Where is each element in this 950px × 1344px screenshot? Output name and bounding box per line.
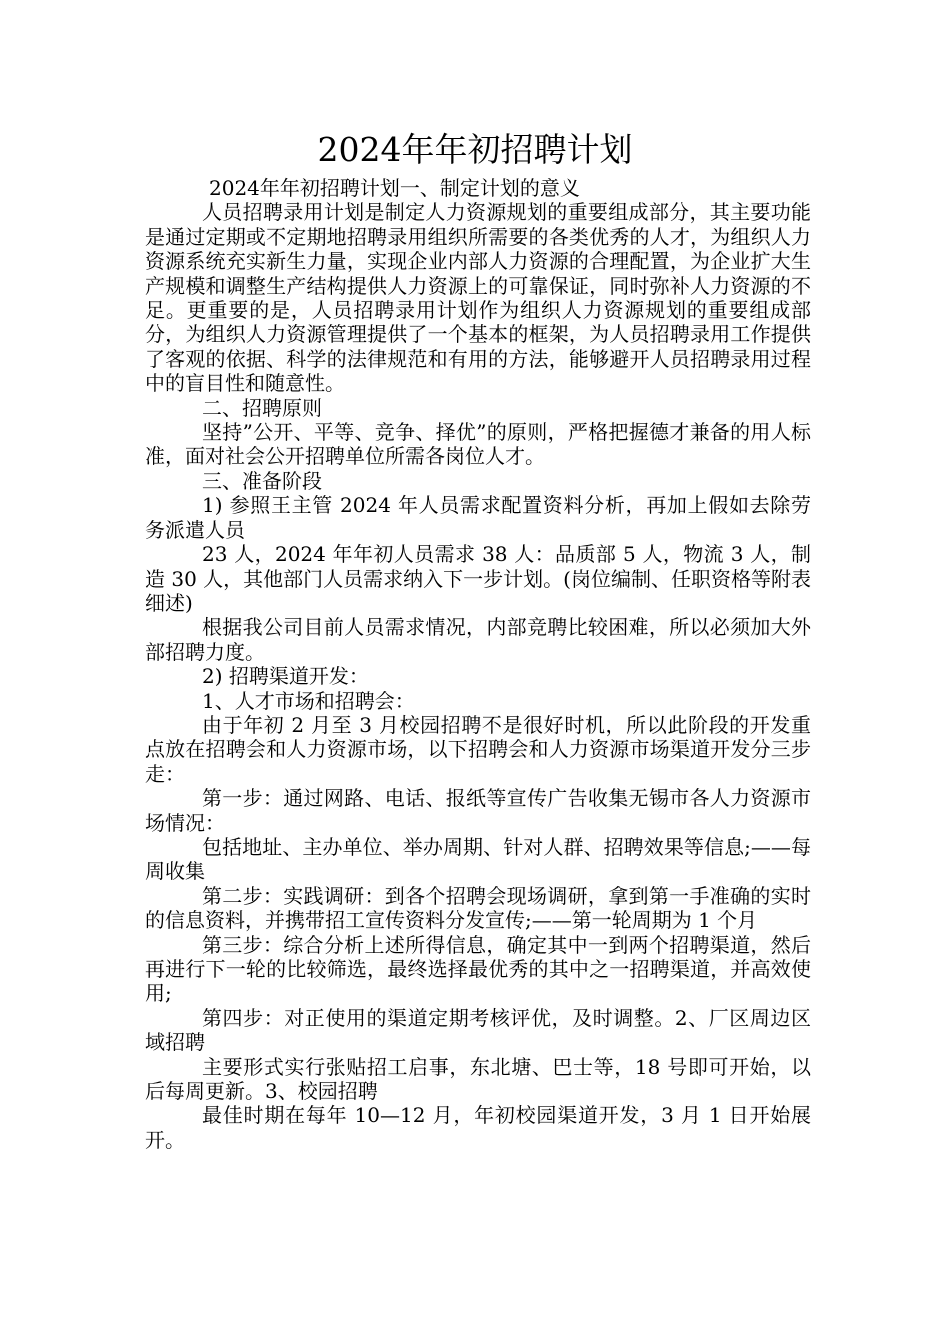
subheading-channel-development: 2) 招聘渠道开发： (202, 664, 369, 689)
paragraph-step-four: 第四步：对正使用的渠道定期考核评优，及时调整。2、厂区周边区域招聘 (145, 1005, 811, 1055)
document-body (145, 176, 811, 1152)
section-heading-principles: 二、招聘原则 (202, 395, 322, 420)
paragraph-campus-recruiting: 最佳时期在每年 10—12 月，年初校园渠道开发，3 月 1 日开始展开。 (145, 1103, 811, 1152)
paragraph-nearby-recruiting: 主要形式实行张贴招工启事，东北塘、巴士等，18 号即可开始，以后每周更新。3、校园招聘 (145, 1054, 811, 1104)
paragraph-step-three: 第三步：综合分析上述所得信息，确定其中一到两个招聘渠道，然后再进行下一轮的比较筛选，最终选择最优秀的其中之一招聘渠道，并高效使用; (145, 932, 811, 1006)
paragraph-plan-significance: 人员招聘录用计划是制定人力资源规划的重要组成部分，其主要功能是通过定期或不定期地招聘录用组织所需要的各类优秀的人才，为组织人力资源系统充实新生力量，实现企业内部人力资源的合理配置，为企业扩大生产规模和调整生产结构提供人力资源上的可靠保证，同时弥补人力资源的不足。更重要的是，人员招聘录用计划作为组织人力资源规划的重要组成部分，为组织人力资源管理提供了一个基本的框架，为人员招聘录用工作提供了客观的依据、科学的法律规范和有用的方法，能够避开人员招聘录用过程中的盲目性和随意性。 (145, 200, 811, 396)
paragraph-principles: 坚持”公开、平等、竞争、择优”的原则，严格把握德才兼备的用人标准，面对社会公开招聘单位所需各岗位人才。 (145, 420, 811, 469)
paragraph-subtitle: 2024年年初招聘计划一、制定计划的意义 (209, 176, 580, 200)
paragraph-step-one: 第一步：通过网路、电话、报纸等宣传广告收集无锡市各人力资源市场情况： (145, 786, 811, 835)
paragraph-step-one-detail: 包括地址、主办单位、举办周期、针对人群、招聘效果等信息;——每周收集 (145, 834, 811, 884)
paragraph-external-recruiting: 根据我公司目前人员需求情况，内部竞聘比较困难，所以必须加大外部招聘力度。 (145, 615, 811, 664)
subheading-talent-market: 1、人才市场和招聘会： (202, 688, 415, 713)
paragraph-step-two: 第二步：实践调研：到各个招聘会现场调研，拿到第一手准确的实时的信息资料，并携带招工宣传资料分发宣传;——第一轮周期为 1 个月 (145, 883, 811, 933)
section-heading-preparation: 三、准备阶段 (202, 468, 322, 493)
paragraph-talent-market: 由于年初 2 月至 3 月校园招聘不是很好时机，所以此阶段的开发重点放在招聘会和人力资源市场，以下招聘会和人力资源市场渠道开发分三步走： (145, 712, 811, 786)
paragraph-demand-analysis: 1) 参照王主管 2024 年人员需求配置资料分析，再加上假如去除劳务派遣人员 (145, 493, 811, 542)
document-title: 2024年年初招聘计划 (317, 130, 633, 169)
paragraph-demand-detail: 23 人，2024 年年初人员需求 38 人：品质部 5 人，物流 3 人，制造 30 人，其他部门人员需求纳入下一步计划。(岗位编制、任职资格等附表细述) (145, 542, 811, 615)
